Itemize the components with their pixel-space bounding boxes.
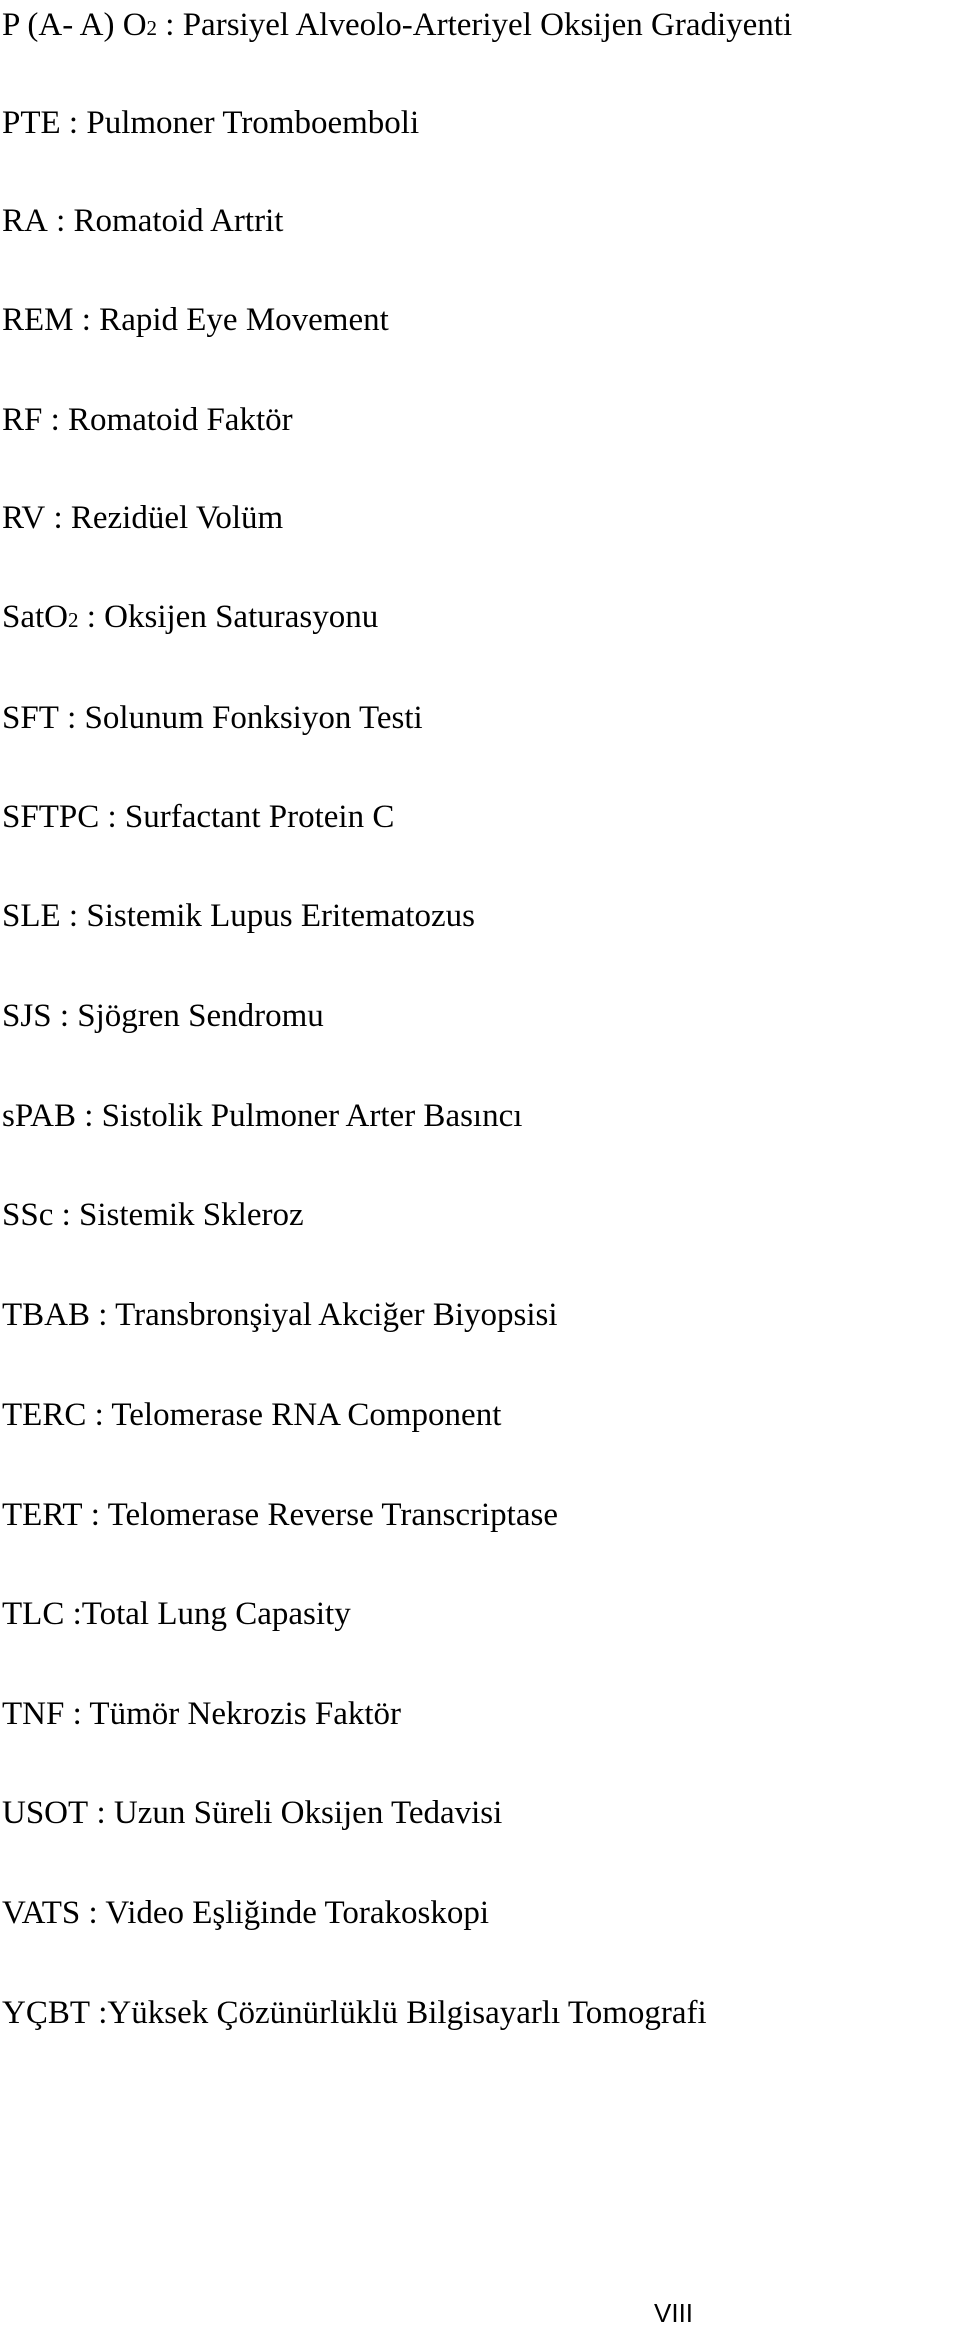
abbreviation-term: REM [2, 302, 74, 338]
abbreviation-entry [2, 1589, 351, 1639]
abbreviation-term: SLE [2, 898, 61, 934]
abbreviation-definition: :Total Lung Capasity [64, 1596, 351, 1632]
abbreviation-term: TERT [2, 1497, 83, 1533]
abbreviation-definition: : Telomerase Reverse Transcriptase [82, 1497, 558, 1533]
abbreviation-definition: : Parsiyel Alveolo-Arteriyel Oksijen Gradiyenti [157, 7, 793, 43]
abbreviation-term: YÇBT [2, 1995, 91, 2031]
abbreviation-term: TERC [2, 1397, 87, 1433]
abbreviation-entry [2, 1888, 489, 1938]
abbreviation-term: RV [2, 500, 46, 536]
abbreviation-definition: : Sistolik Pulmoner Arter Basıncı [76, 1098, 523, 1134]
abbreviation-definition: : Transbronşiyal Akciğer Biyopsisi [90, 1297, 558, 1333]
abbreviation-term: TNF [2, 1696, 65, 1732]
abbreviation-entry [2, 1091, 522, 1141]
abbreviation-term: RA [2, 203, 48, 239]
abbreviation-definition: : Oksijen Saturasyonu [78, 599, 379, 635]
abbreviation-definition: : Surfactant Protein C [99, 799, 395, 835]
abbreviation-entry [2, 0, 792, 50]
abbreviation-definition: : Sistemik Lupus Eritematozus [60, 898, 475, 934]
abbreviation-definition: : Rezidüel Volüm [45, 500, 284, 536]
abbreviation-definition: : Romatoid Artrit [47, 203, 284, 239]
abbreviation-entry [2, 1988, 707, 2038]
abbreviation-entry [2, 891, 475, 941]
abbreviation-term: SJS [2, 998, 52, 1034]
abbreviation-entry [2, 1788, 502, 1838]
abbreviation-definition: :Yüksek Çözünürlüklü Bilgisayarlı Tomografi [90, 1995, 707, 2031]
abbreviation-term: SFT [2, 700, 59, 736]
abbreviation-term: PTE [2, 105, 61, 141]
abbreviation-definition: : Pulmoner Tromboemboli [60, 105, 420, 141]
abbreviation-entry [2, 1390, 501, 1440]
abbreviation-entry [2, 693, 423, 743]
abbreviation-definition: : Sjögren Sendromu [51, 998, 324, 1034]
abbreviation-term: VATS [2, 1895, 81, 1931]
abbreviation-term: P (A- A) O [2, 7, 147, 43]
abbreviation-definition: : Sistemik Skleroz [53, 1197, 304, 1233]
abbreviation-entry [2, 493, 283, 543]
abbreviation-entry [2, 792, 394, 842]
abbreviation-entry [2, 1190, 304, 1240]
abbreviation-entry [2, 1689, 401, 1739]
abbreviation-definition: : Rapid Eye Movement [73, 302, 389, 338]
abbreviation-definition: : Tümör Nekrozis Faktör [64, 1696, 402, 1732]
abbreviation-entry [2, 1290, 558, 1340]
abbreviation-term: SSc [2, 1197, 54, 1233]
abbreviation-entry [2, 991, 324, 1041]
abbreviation-entry [2, 98, 419, 148]
abbreviation-entry [2, 1490, 558, 1540]
abbreviation-definition: : Video Eşliğinde Torakoskopi [80, 1895, 490, 1931]
abbreviation-term: TLC [2, 1596, 65, 1632]
abbreviation-entry [2, 295, 389, 345]
abbreviation-term: TBAB [2, 1297, 91, 1333]
abbreviation-definition: : Telomerase RNA Component [86, 1397, 502, 1433]
abbreviation-entry [2, 395, 293, 445]
abbreviation-term: SatO [2, 599, 68, 635]
page-number: VIII [654, 2298, 694, 2328]
abbreviation-subscript: 2 [68, 608, 79, 632]
abbreviation-term: RF [2, 402, 43, 438]
abbreviation-definition: : Solunum Fonksiyon Testi [58, 700, 423, 736]
abbreviation-subscript: 2 [146, 16, 158, 40]
abbreviation-term: SFTPC [2, 799, 100, 835]
abbreviation-entry [2, 196, 283, 246]
abbreviation-definition: : Romatoid Faktör [42, 402, 293, 438]
abbreviation-term: USOT [2, 1795, 89, 1831]
abbreviation-definition: : Uzun Süreli Oksijen Tedavisi [88, 1795, 503, 1831]
abbreviation-entry [2, 592, 378, 642]
abbreviation-term: sPAB [2, 1098, 77, 1134]
